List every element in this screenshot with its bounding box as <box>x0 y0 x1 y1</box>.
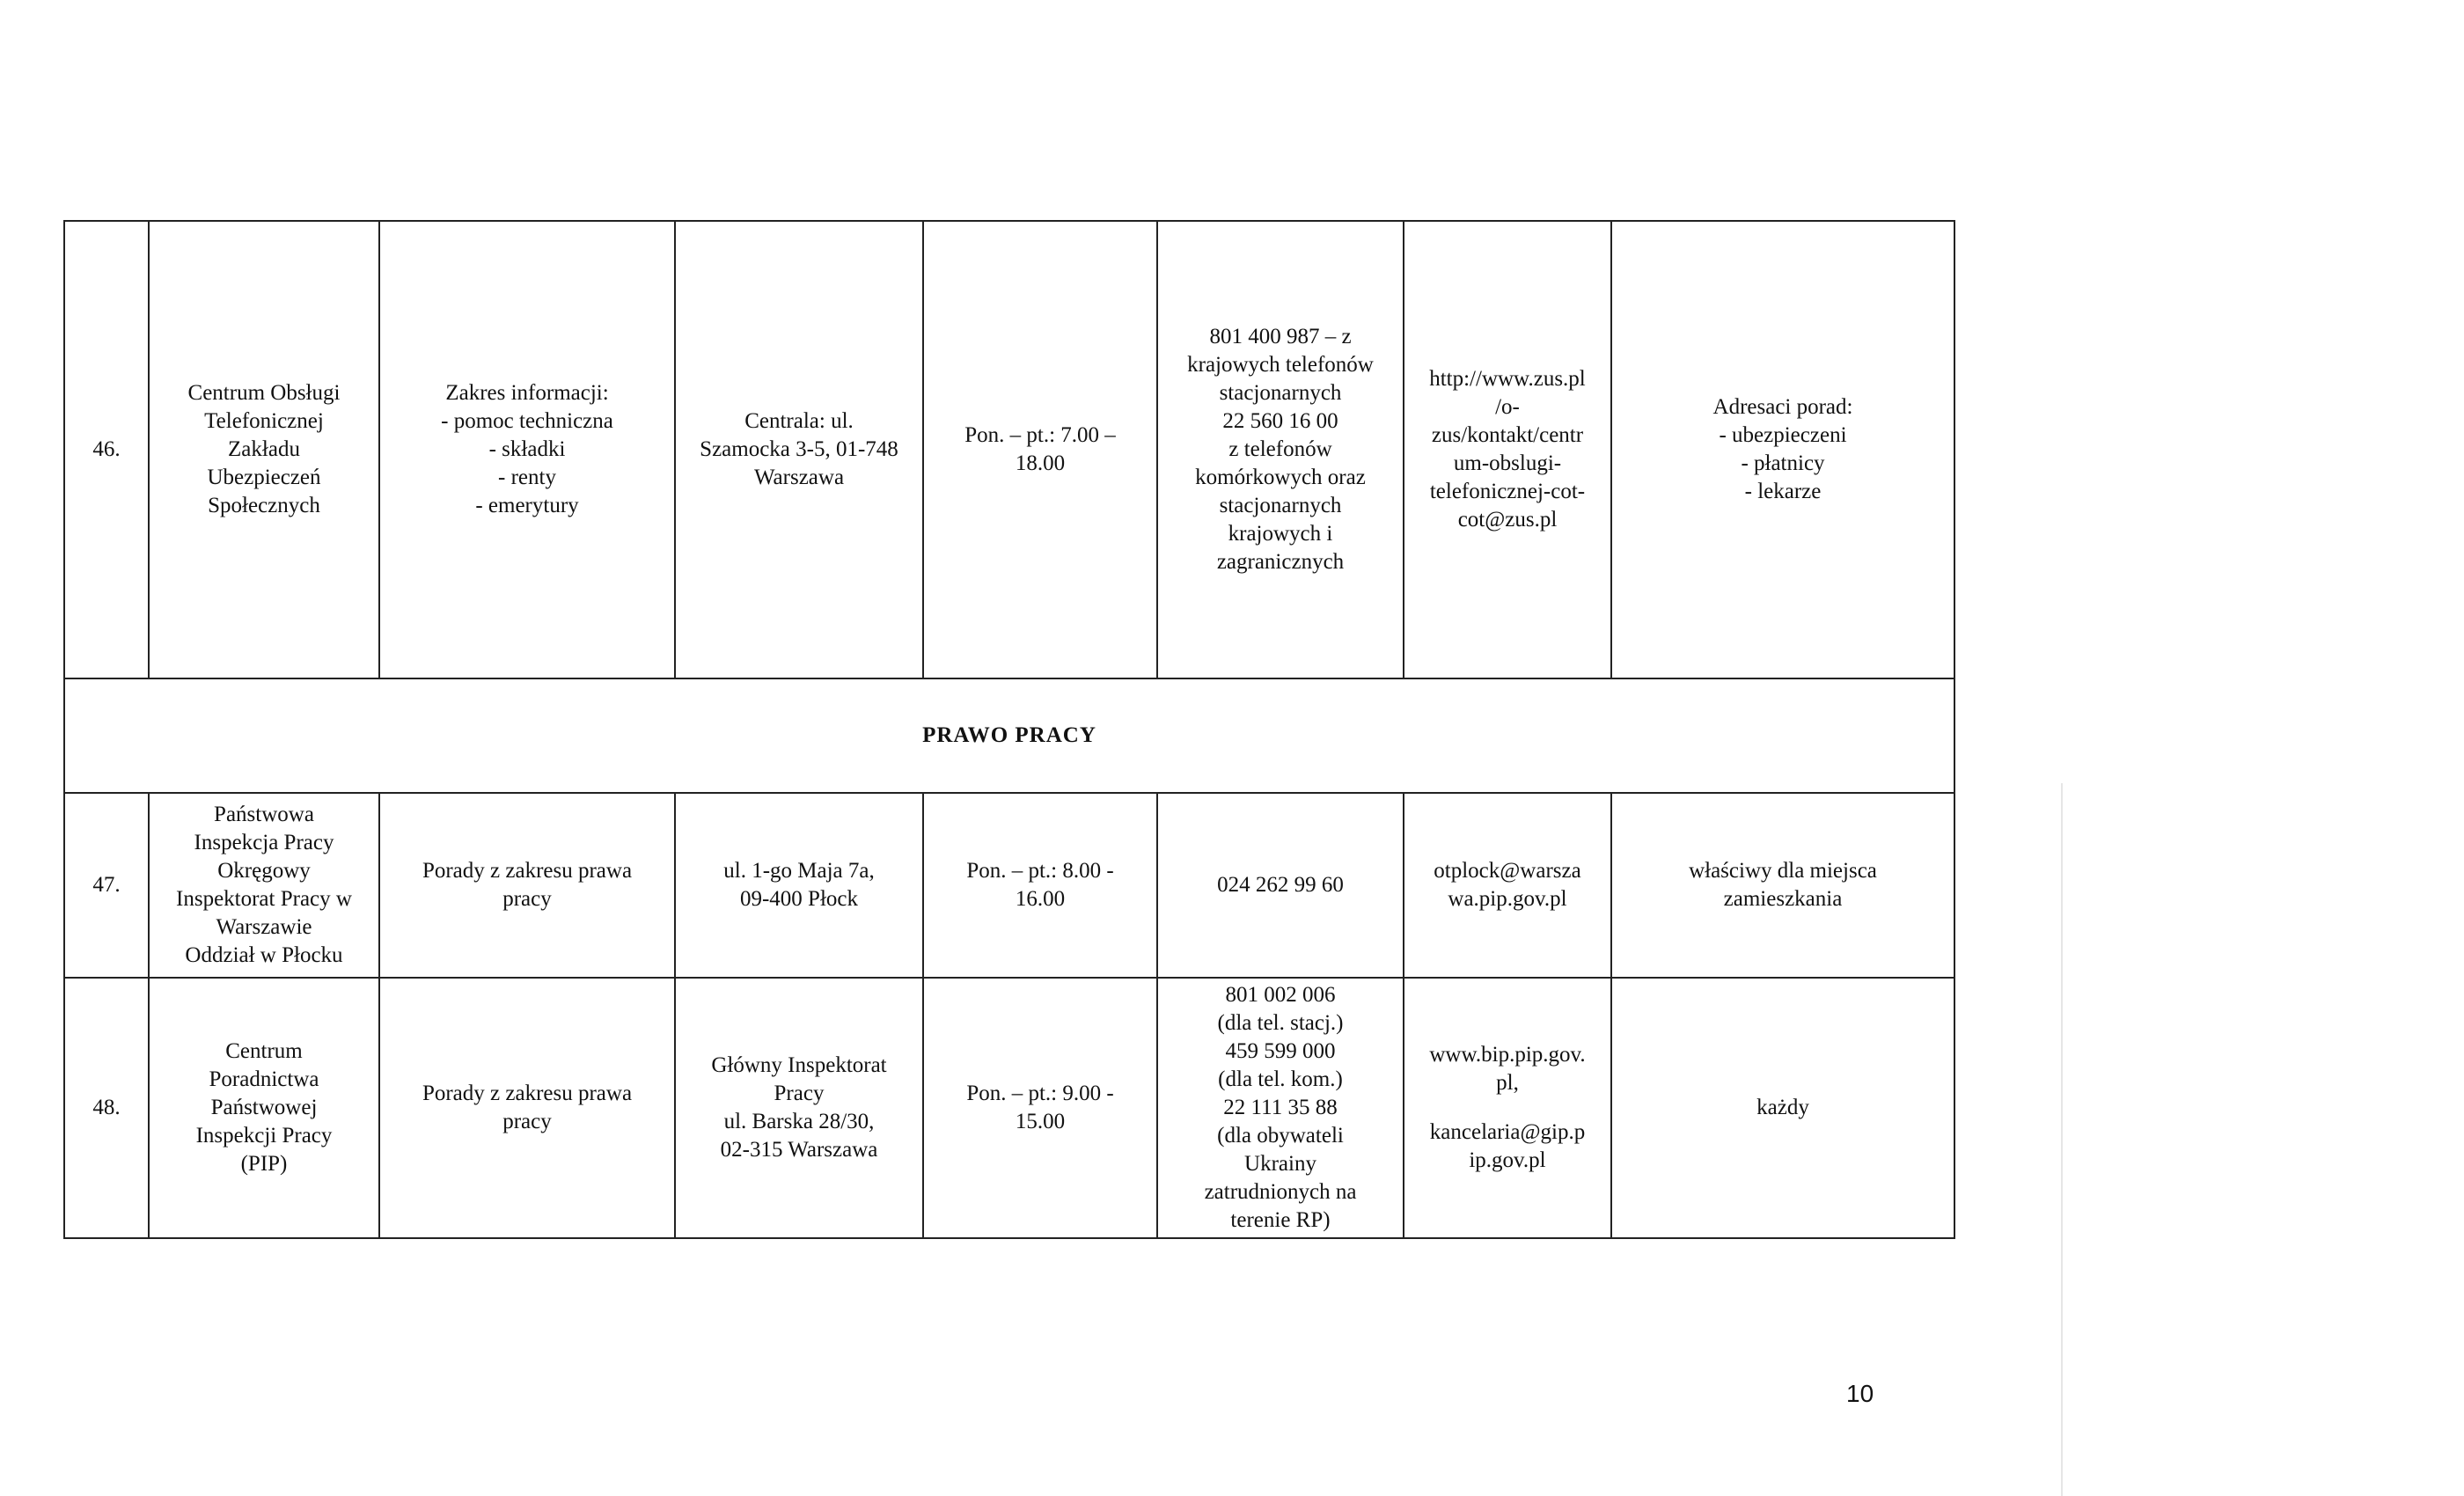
recipients: Adresaci porad: - ubezpieczeni - płatnicy - lekarze <box>1611 221 1954 678</box>
phone-numbers: 801 400 987 – z krajowych telefonów stacjonarnych 22 560 16 00 z telefonów komórkowych oraz stacjonarnych krajowych i zagranicznych <box>1157 221 1404 678</box>
phone-numbers: 024 262 99 60 <box>1157 793 1404 978</box>
institution-name: Państwowa Inspekcja Pracy Okręgowy Inspektorat Pracy w Warszawie Oddział w Płocku <box>149 793 379 978</box>
address: ul. 1-go Maja 7a, 09-400 Płock <box>675 793 923 978</box>
section-title: PRAWO PRACY <box>64 678 1954 793</box>
opening-hours: Pon. – pt.: 8.00 - 16.00 <box>923 793 1157 978</box>
scan-edge-line <box>2061 783 2063 1496</box>
service-scope: Porady z zakresu prawa pracy <box>379 793 675 978</box>
address: Główny Inspektorat Pracy ul. Barska 28/30, 02-315 Warszawa <box>675 978 923 1238</box>
row-number: 48. <box>64 978 149 1238</box>
contact-web-email[interactable]: http://www.zus.pl /o- zus/kontakt/centr um-obslugi- telefonicznej-cot- cot@zus.pl <box>1404 221 1611 678</box>
contact-web-email[interactable]: www.bip.pip.gov. pl, kancelaria@gip.p ip.gov.pl <box>1404 978 1611 1238</box>
opening-hours: Pon. – pt.: 9.00 - 15.00 <box>923 978 1157 1238</box>
row-number: 47. <box>64 793 149 978</box>
section-row-labour-law <box>64 678 1954 793</box>
recipients: właściwy dla miejsca zamieszkania <box>1611 793 1954 978</box>
institution-name: Centrum Obsługi Telefonicznej Zakładu Ubezpieczeń Społecznych <box>149 221 379 678</box>
institutions-table <box>63 220 1955 1239</box>
row-number: 46. <box>64 221 149 678</box>
opening-hours: Pon. – pt.: 7.00 – 18.00 <box>923 221 1157 678</box>
address: Centrala: ul. Szamocka 3-5, 01-748 Warszawa <box>675 221 923 678</box>
service-scope: Zakres informacji: - pomoc techniczna - składki - renty - emerytury <box>379 221 675 678</box>
page-number: 10 <box>1846 1380 1874 1407</box>
table-row-46 <box>64 221 1954 678</box>
recipients: każdy <box>1611 978 1954 1238</box>
table-row-47 <box>64 793 1954 978</box>
institution-name: Centrum Poradnictwa Państwowej Inspekcji Pracy (PIP) <box>149 978 379 1238</box>
contact-email[interactable]: otplock@warsza wa.pip.gov.pl <box>1404 793 1611 978</box>
table-row-48 <box>64 978 1954 1238</box>
phone-numbers: 801 002 006 (dla tel. stacj.) 459 599 000 (dla tel. kom.) 22 111 35 88 (dla obywateli Ukrainy zatrudnionych na terenie RP) <box>1157 978 1404 1238</box>
service-scope: Porady z zakresu prawa pracy <box>379 978 675 1238</box>
